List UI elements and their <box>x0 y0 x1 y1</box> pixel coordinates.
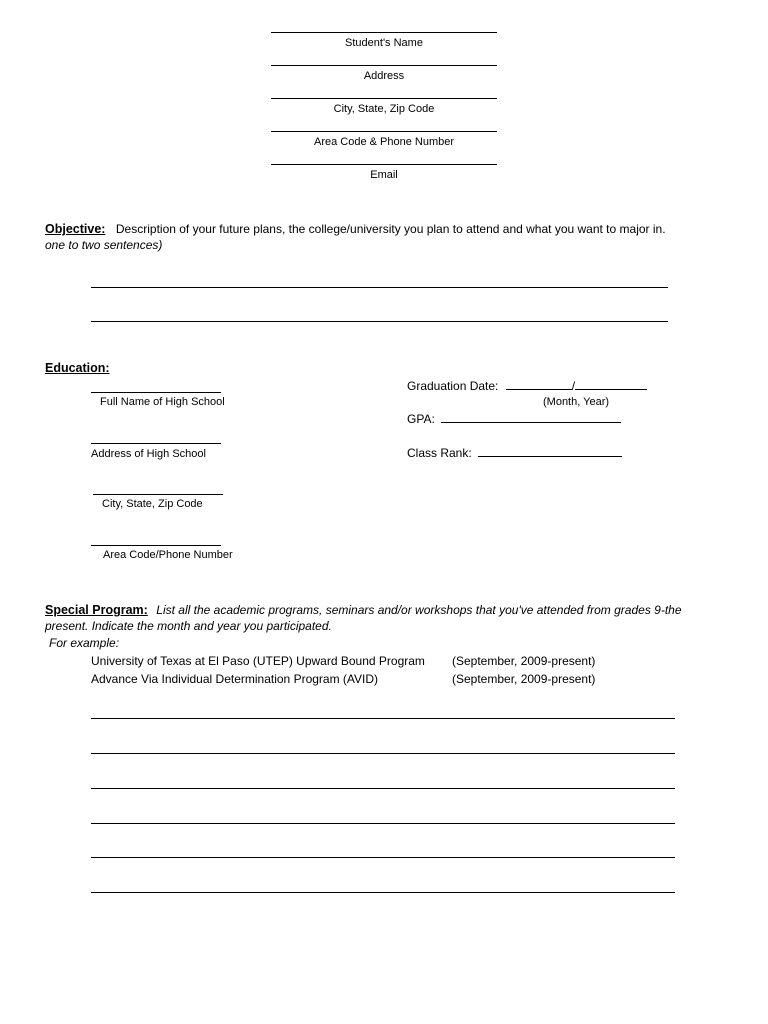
example-program-name: Advance Via Individual Determination Program (AVID) <box>91 672 379 686</box>
email-line[interactable] <box>271 164 497 165</box>
program-answer-line[interactable] <box>91 718 675 719</box>
school-address-label: Address of High School <box>91 448 206 460</box>
example-program-dates: (September, 2009-present) <box>452 654 596 668</box>
email-label: Email <box>370 169 398 181</box>
city-state-zip-label: City, State, Zip Code <box>333 103 435 115</box>
program-answer-line[interactable] <box>91 823 675 824</box>
program-answer-line[interactable] <box>91 892 675 893</box>
program-answer-line[interactable] <box>91 753 675 754</box>
class-rank-blank[interactable] <box>478 446 622 457</box>
objective-answer-line-1[interactable] <box>91 287 668 288</box>
objective-note: one to two sentences) <box>45 238 163 252</box>
address-label: Address <box>363 70 405 82</box>
school-city-line[interactable] <box>93 494 223 495</box>
education-heading: Education: <box>45 361 110 375</box>
class-rank-row <box>407 446 622 460</box>
class-rank-label: Class Rank: <box>407 446 472 460</box>
program-answer-line[interactable] <box>91 857 675 858</box>
school-address-line[interactable] <box>91 443 221 444</box>
school-phone-line[interactable] <box>91 545 221 546</box>
program-answer-line[interactable] <box>91 788 675 789</box>
graduation-month-blank[interactable] <box>506 379 572 390</box>
graduation-date-row <box>407 379 647 393</box>
school-name-label: Full Name of High School <box>100 396 225 408</box>
special-program-instruction-2: present. Indicate the month and year you participated. <box>45 619 332 633</box>
address-line[interactable] <box>271 65 497 66</box>
school-city-label: City, State, Zip Code <box>102 498 203 510</box>
gpa-blank[interactable] <box>441 412 621 423</box>
objective-answer-line-2[interactable] <box>91 321 668 322</box>
student-name-line[interactable] <box>271 32 497 33</box>
special-program-heading: Special Program: <box>45 603 148 617</box>
objective-heading: Objective: <box>45 222 106 236</box>
graduation-separator: / <box>571 379 576 393</box>
example-intro: For example: <box>49 636 120 650</box>
objective-row <box>45 220 666 238</box>
special-program-row <box>45 601 682 619</box>
objective-description: Description of your future plans, the college/university you plan to attend and what you want to major in. <box>115 222 666 236</box>
student-name-label: Student's Name <box>345 37 423 49</box>
phone-label: Area Code & Phone Number <box>313 136 455 148</box>
special-program-instruction-1: List all the academic programs, seminars and/or workshops that you've attended from grades 9-the <box>156 603 682 617</box>
phone-line[interactable] <box>271 131 497 132</box>
example-program-dates: (September, 2009-present) <box>452 672 596 686</box>
graduation-date-label: Graduation Date: <box>407 379 499 393</box>
graduation-hint: (Month, Year) <box>543 396 610 408</box>
example-program-name: University of Texas at El Paso (UTEP) Upward Bound Program <box>91 654 425 668</box>
graduation-year-blank[interactable] <box>575 379 647 390</box>
city-state-zip-line[interactable] <box>271 98 497 99</box>
gpa-row <box>407 412 621 426</box>
school-name-line[interactable] <box>91 392 221 393</box>
gpa-label: GPA: <box>407 412 435 426</box>
school-phone-label: Area Code/Phone Number <box>103 549 233 561</box>
